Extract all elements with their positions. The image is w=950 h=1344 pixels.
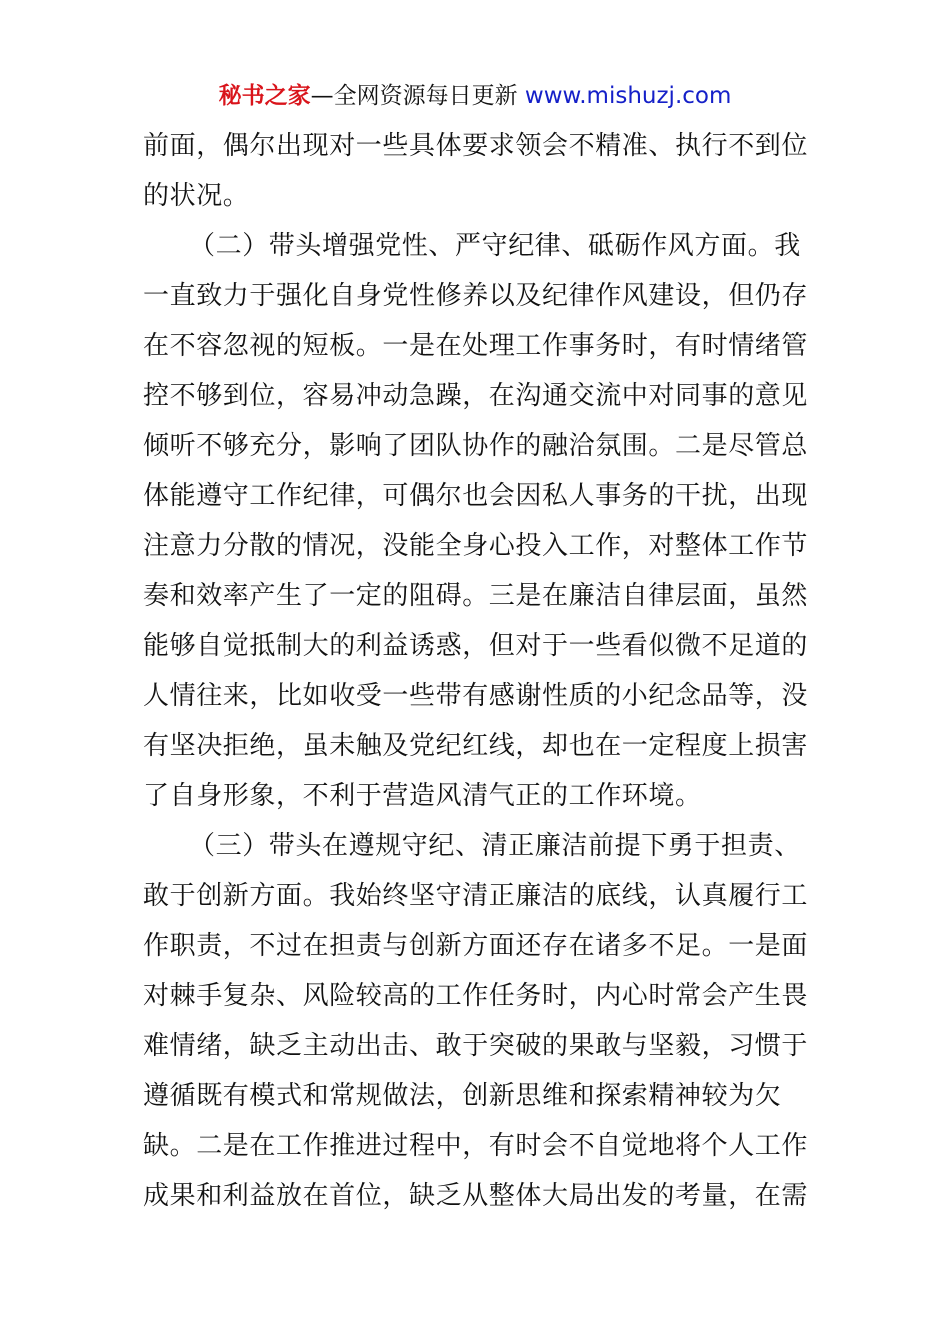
text-line: 的状况。 bbox=[143, 181, 250, 211]
page-header bbox=[0, 80, 950, 112]
document-body bbox=[143, 121, 808, 1221]
section-heading-line: （二）带头增强党性、严守纪律、砥砺作风方面。我 bbox=[189, 231, 801, 261]
header-tagline: —全网资源每日更新 bbox=[310, 83, 525, 109]
text-line: 人情往来，比如收受一些带有感谢性质的小纪念品等，没 bbox=[143, 681, 809, 711]
text-line: 前面，偶尔出现对一些具体要求领会不精准、执行不到位 bbox=[143, 131, 809, 161]
text-line: 遵循既有模式和常规做法，创新思维和探索精神较为欠 bbox=[143, 1081, 782, 1111]
text-line: 对棘手复杂、风险较高的工作任务时，内心时常会产生畏 bbox=[143, 981, 809, 1011]
text-line: 在不容忽视的短板。一是在处理工作事务时，有时情绪管 bbox=[143, 331, 809, 361]
text-line: 能够自觉抵制大的利益诱惑，但对于一些看似微不足道的 bbox=[143, 631, 809, 661]
text-line: 有坚决拒绝，虽未触及党纪红线，却也在一定程度上损害 bbox=[143, 731, 809, 761]
text-line: 了自身形象，不利于营造风清气正的工作环境。 bbox=[143, 781, 702, 811]
text-line: 注意力分散的情况，没能全身心投入工作，对整体工作节 bbox=[143, 531, 809, 561]
text-line: 难情绪，缺乏主动出击、敢于突破的果敢与坚毅，习惯于 bbox=[143, 1031, 809, 1061]
text-line: 作职责，不过在担责与创新方面还存在诸多不足。一是面 bbox=[143, 931, 809, 961]
site-url-link[interactable]: www.mishuzj.com bbox=[524, 83, 732, 109]
section-heading-line: （三）带头在遵规守纪、清正廉洁前提下勇于担责、 bbox=[189, 831, 801, 861]
text-line: 一直致力于强化自身党性修养以及纪律作风建设，但仍存 bbox=[143, 281, 809, 311]
brand-name: 秘书之家 bbox=[218, 83, 311, 109]
text-line: 成果和利益放在首位，缺乏从整体大局出发的考量，在需 bbox=[143, 1181, 809, 1211]
text-line: 体能遵守工作纪律，可偶尔也会因私人事务的干扰，出现 bbox=[143, 481, 809, 511]
text-line: 缺。二是在工作推进过程中，有时会不自觉地将个人工作 bbox=[143, 1131, 809, 1161]
text-line: 奏和效率产生了一定的阻碍。三是在廉洁自律层面，虽然 bbox=[143, 581, 809, 611]
text-line: 控不够到位，容易冲动急躁，在沟通交流中对同事的意见 bbox=[143, 381, 809, 411]
text-line: 倾听不够充分，影响了团队协作的融洽氛围。二是尽管总 bbox=[143, 431, 809, 461]
text-line: 敢于创新方面。我始终坚守清正廉洁的底线，认真履行工 bbox=[143, 881, 809, 911]
